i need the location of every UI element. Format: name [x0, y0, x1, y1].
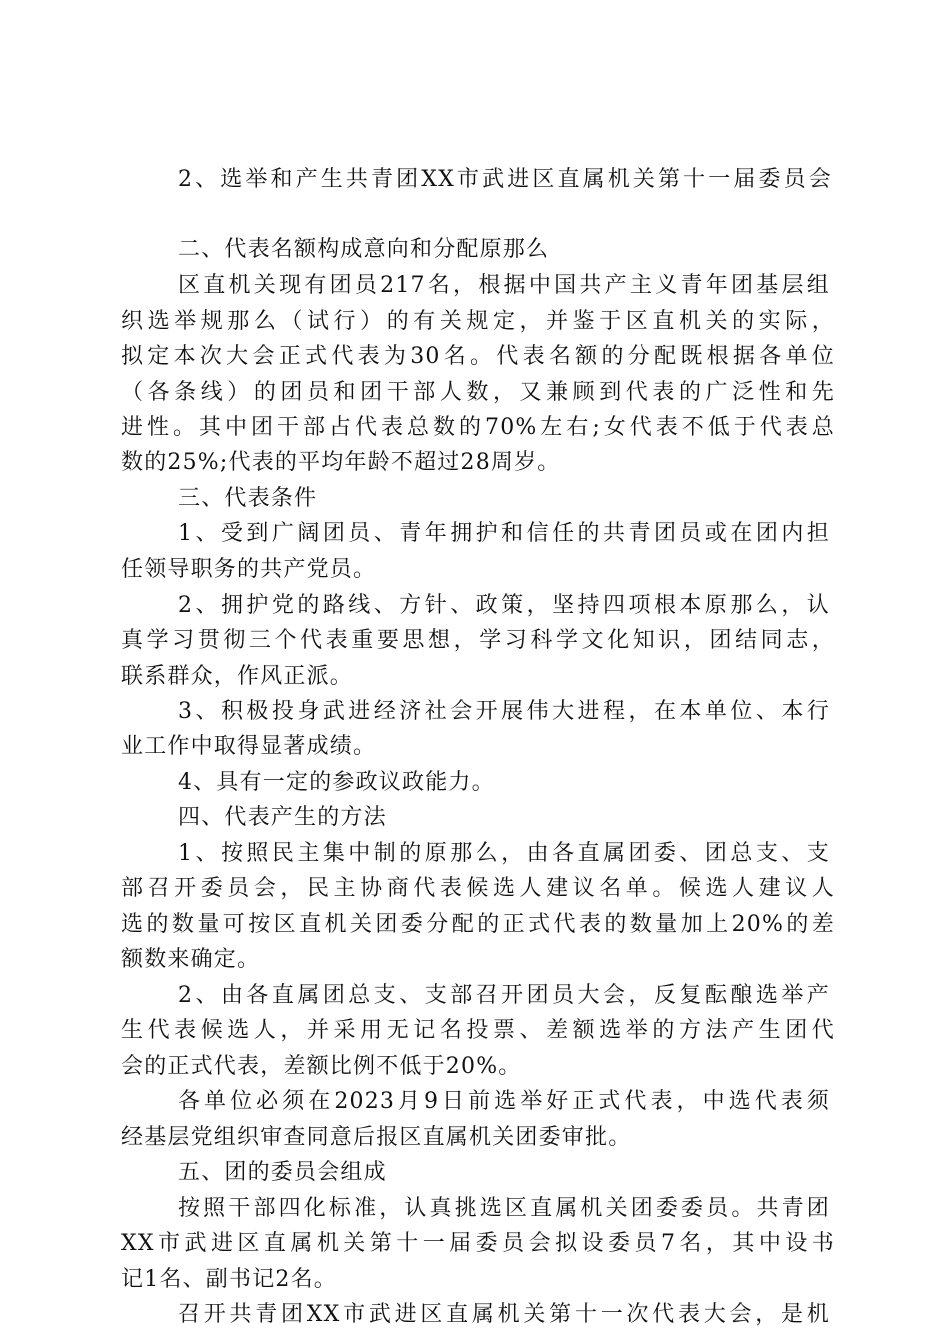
text-line: 1、受到广阔团员、青年拥护和信任的共青团员或在团内担: [178, 521, 830, 546]
text-line: （各条线）的团员和团干部人数，又兼顾到代表的广泛性和先: [121, 380, 835, 405]
text-line: 联系群众，作风正派。: [121, 664, 354, 689]
text-line: 拟定本次大会正式代表为30名。代表名额的分配既根据各单位: [121, 344, 835, 369]
section-heading: 三、代表条件: [178, 486, 318, 511]
text-line: 3、积极投身武进经济社会开展伟大进程，在本单位、本行: [178, 699, 830, 724]
section-heading: 二、代表名额构成意向和分配原那么: [178, 237, 550, 262]
text-line: 选的数量可按区直机关团委分配的正式代表的数量加上20%的差: [121, 912, 835, 937]
text-line: 按照干部四化标准，认真挑选区直属机关团委委员。共青团: [178, 1196, 830, 1221]
text-line: 2、由各直属团总支、支部召开团员大会，反复酝酿选举产: [178, 983, 830, 1008]
text-line: 部召开委员会，民主协商代表候选人建议名单。候选人建议人: [121, 876, 835, 901]
text-line: 数的25%;代表的平均年龄不超过28周岁。: [121, 450, 561, 475]
text-line: 额数来确定。: [121, 947, 261, 972]
text-line: 2、拥护党的路线、方针、政策，坚持四项根本原那么，认: [178, 593, 830, 618]
text-line: 区直机关现有团员217名，根据中国共产主义青年团基层组: [178, 273, 830, 298]
text-line: 召开共青团XX市武进区直属机关第十一次代表大会，是机: [178, 1302, 830, 1327]
text-line: 进性。其中团干部占代表总数的70%左右;女代表不低于代表总: [121, 415, 835, 440]
text-line: 生代表候选人，并采用无记名投票、差额选举的方法产生团代: [121, 1018, 835, 1043]
text-line: 业工作中取得显著成绩。: [121, 734, 377, 759]
text-line: 织选举规那么（试行）的有关规定，并鉴于区直机关的实际，: [121, 309, 835, 334]
text-line: 1、按照民主集中制的原那么，由各直属团委、团总支、支: [178, 841, 830, 866]
text-line: 任领导职务的共产党员。: [121, 557, 377, 582]
section-heading: 五、团的委员会组成: [178, 1160, 387, 1185]
text-line: 各单位必须在2023月9日前选举好正式代表，中选代表须: [178, 1089, 830, 1114]
text-line: 真学习贯彻三个代表重要思想，学习科学文化知识，团结同志，: [121, 628, 835, 653]
text-line: 会的正式代表，差额比例不低于20%。: [121, 1054, 522, 1079]
text-line: XX市武进区直属机关第十一届委员会拟设委员7名，其中设书: [121, 1231, 835, 1256]
text-line: 2、选举和产生共青团XX市武进区直属机关第十一届委员会: [178, 167, 832, 192]
text-line: 记1名、副书记2名。: [121, 1267, 337, 1292]
text-line: 4、具有一定的参政议政能力。: [178, 770, 495, 795]
section-heading: 四、代表产生的方法: [178, 805, 387, 830]
text-line: 经基层党组织审查同意后报区直属机关团委审批。: [121, 1125, 632, 1150]
